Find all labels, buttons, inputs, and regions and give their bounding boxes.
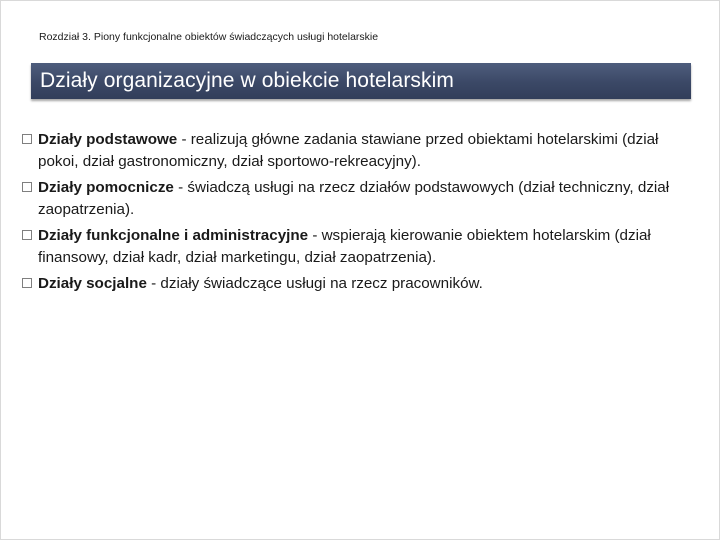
bullet-list: [21, 129, 701, 299]
bullet-term: Działy podstawowe: [38, 131, 178, 148]
bullet-text: - wspierają kierowanie obiektem hotelarskim (dział finansowy, dział kadr, dział marketingu, dział zaopatrzenia).: [38, 227, 651, 266]
bullet-term: Działy pomocnicze: [38, 179, 174, 196]
bullet-item-pomocnicze: [21, 177, 701, 221]
title-bar: [31, 63, 691, 99]
bullet-text: - realizują główne zadania stawiane przed obiektami hotelarskimi (dział pokoi, dział gastronomiczny, dział sportowo-rekreacyjny).: [38, 131, 659, 170]
square-bullet-icon: [22, 134, 32, 144]
bullet-text: - świadczą usługi na rzecz działów podstawowych (dział techniczny, dział zaopatrzenia).: [38, 179, 670, 218]
square-bullet-icon: [22, 182, 32, 192]
chapter-header: Rozdział 3. Piony funkcjonalne obiektów świadczących usługi hotelarskie: [39, 31, 379, 43]
bullet-text: - działy świadczące usługi na rzecz pracowników.: [146, 275, 483, 292]
slide-title: Działy organizacyjne w obiekcie hotelarskim: [40, 69, 454, 92]
bullet-term: Działy socjalne: [38, 275, 147, 292]
square-bullet-icon: [22, 230, 32, 240]
square-bullet-icon: [22, 278, 32, 288]
bullet-item-socjalne: [21, 273, 701, 295]
bullet-term: Działy funkcjonalne i administracyjne: [38, 227, 309, 244]
bullet-item-funkcjonalne: [21, 225, 701, 269]
bullet-item-podstawowe: [21, 129, 701, 173]
